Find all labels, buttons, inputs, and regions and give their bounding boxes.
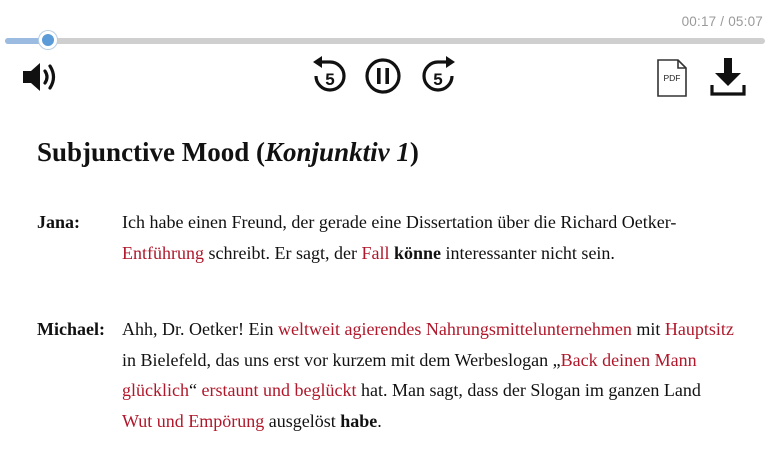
pause-icon[interactable] [365, 58, 401, 94]
subjunctive-verb: habe [340, 410, 378, 431]
vocab-highlight: weltweit agierendes Nahrungsmittelunternehmen [277, 319, 632, 339]
lesson-title [37, 137, 419, 168]
rewind-seconds-label: 5 [325, 70, 335, 89]
text-segment: . [377, 410, 382, 431]
forward-seconds-label: 5 [433, 70, 443, 89]
lesson-title-italic: Konjunktiv 1 [265, 137, 410, 167]
pdf-icon[interactable] [656, 59, 688, 97]
volume-icon[interactable] [21, 60, 61, 94]
rewind-5-icon[interactable] [309, 56, 351, 96]
pdf-label: PDF [663, 73, 681, 83]
progress-knob[interactable] [39, 31, 57, 49]
text-segment: ausgelöst [264, 410, 341, 431]
text-segment: in Bielefeld, das uns erst vor kurzem mit dem Werbeslogan „ [122, 349, 561, 370]
lesson-title-main: Subjunctive Mood ( [37, 137, 266, 167]
time-display: 00:17 / 05:07 [681, 14, 763, 29]
text-segment: interessanter nicht sein. [440, 242, 615, 263]
vocab-highlight: erstaunt und beglückt [201, 380, 357, 400]
vocab-highlight: Wut und Empörung [122, 410, 265, 431]
dialogue-text [122, 207, 734, 268]
forward-5-icon[interactable] [417, 56, 459, 96]
dialogue-row-michael [37, 314, 737, 436]
vocab-highlight: Entführung [122, 242, 204, 263]
text-segment: mit [631, 319, 665, 339]
progress-track[interactable] [5, 38, 765, 44]
vocab-highlight: Back deinen Mann glücklich [122, 349, 697, 400]
speaker-name: Jana: [37, 212, 81, 232]
vocab-highlight: Fall [361, 242, 390, 263]
text-segment: “ [188, 380, 202, 400]
subjunctive-verb: könne [393, 242, 441, 263]
lesson-title-end: ) [409, 137, 419, 167]
dialogue-row-jana [37, 207, 737, 268]
speaker-name: Michael: [37, 319, 105, 339]
text-segment: schreibt. Er sagt, der [203, 242, 362, 263]
vocab-highlight: Hauptsitz [664, 319, 734, 339]
text-segment: hat. Man sagt, dass der Slogan im ganzen Land [356, 380, 701, 400]
text-segment: Ahh, Dr. Oetker! Ein [122, 319, 278, 339]
download-icon[interactable] [709, 57, 747, 97]
dialogue-text [122, 314, 734, 436]
text-segment: Ich habe einen Freund, der gerade eine Dissertation über die Richard Oetker- [122, 212, 677, 232]
